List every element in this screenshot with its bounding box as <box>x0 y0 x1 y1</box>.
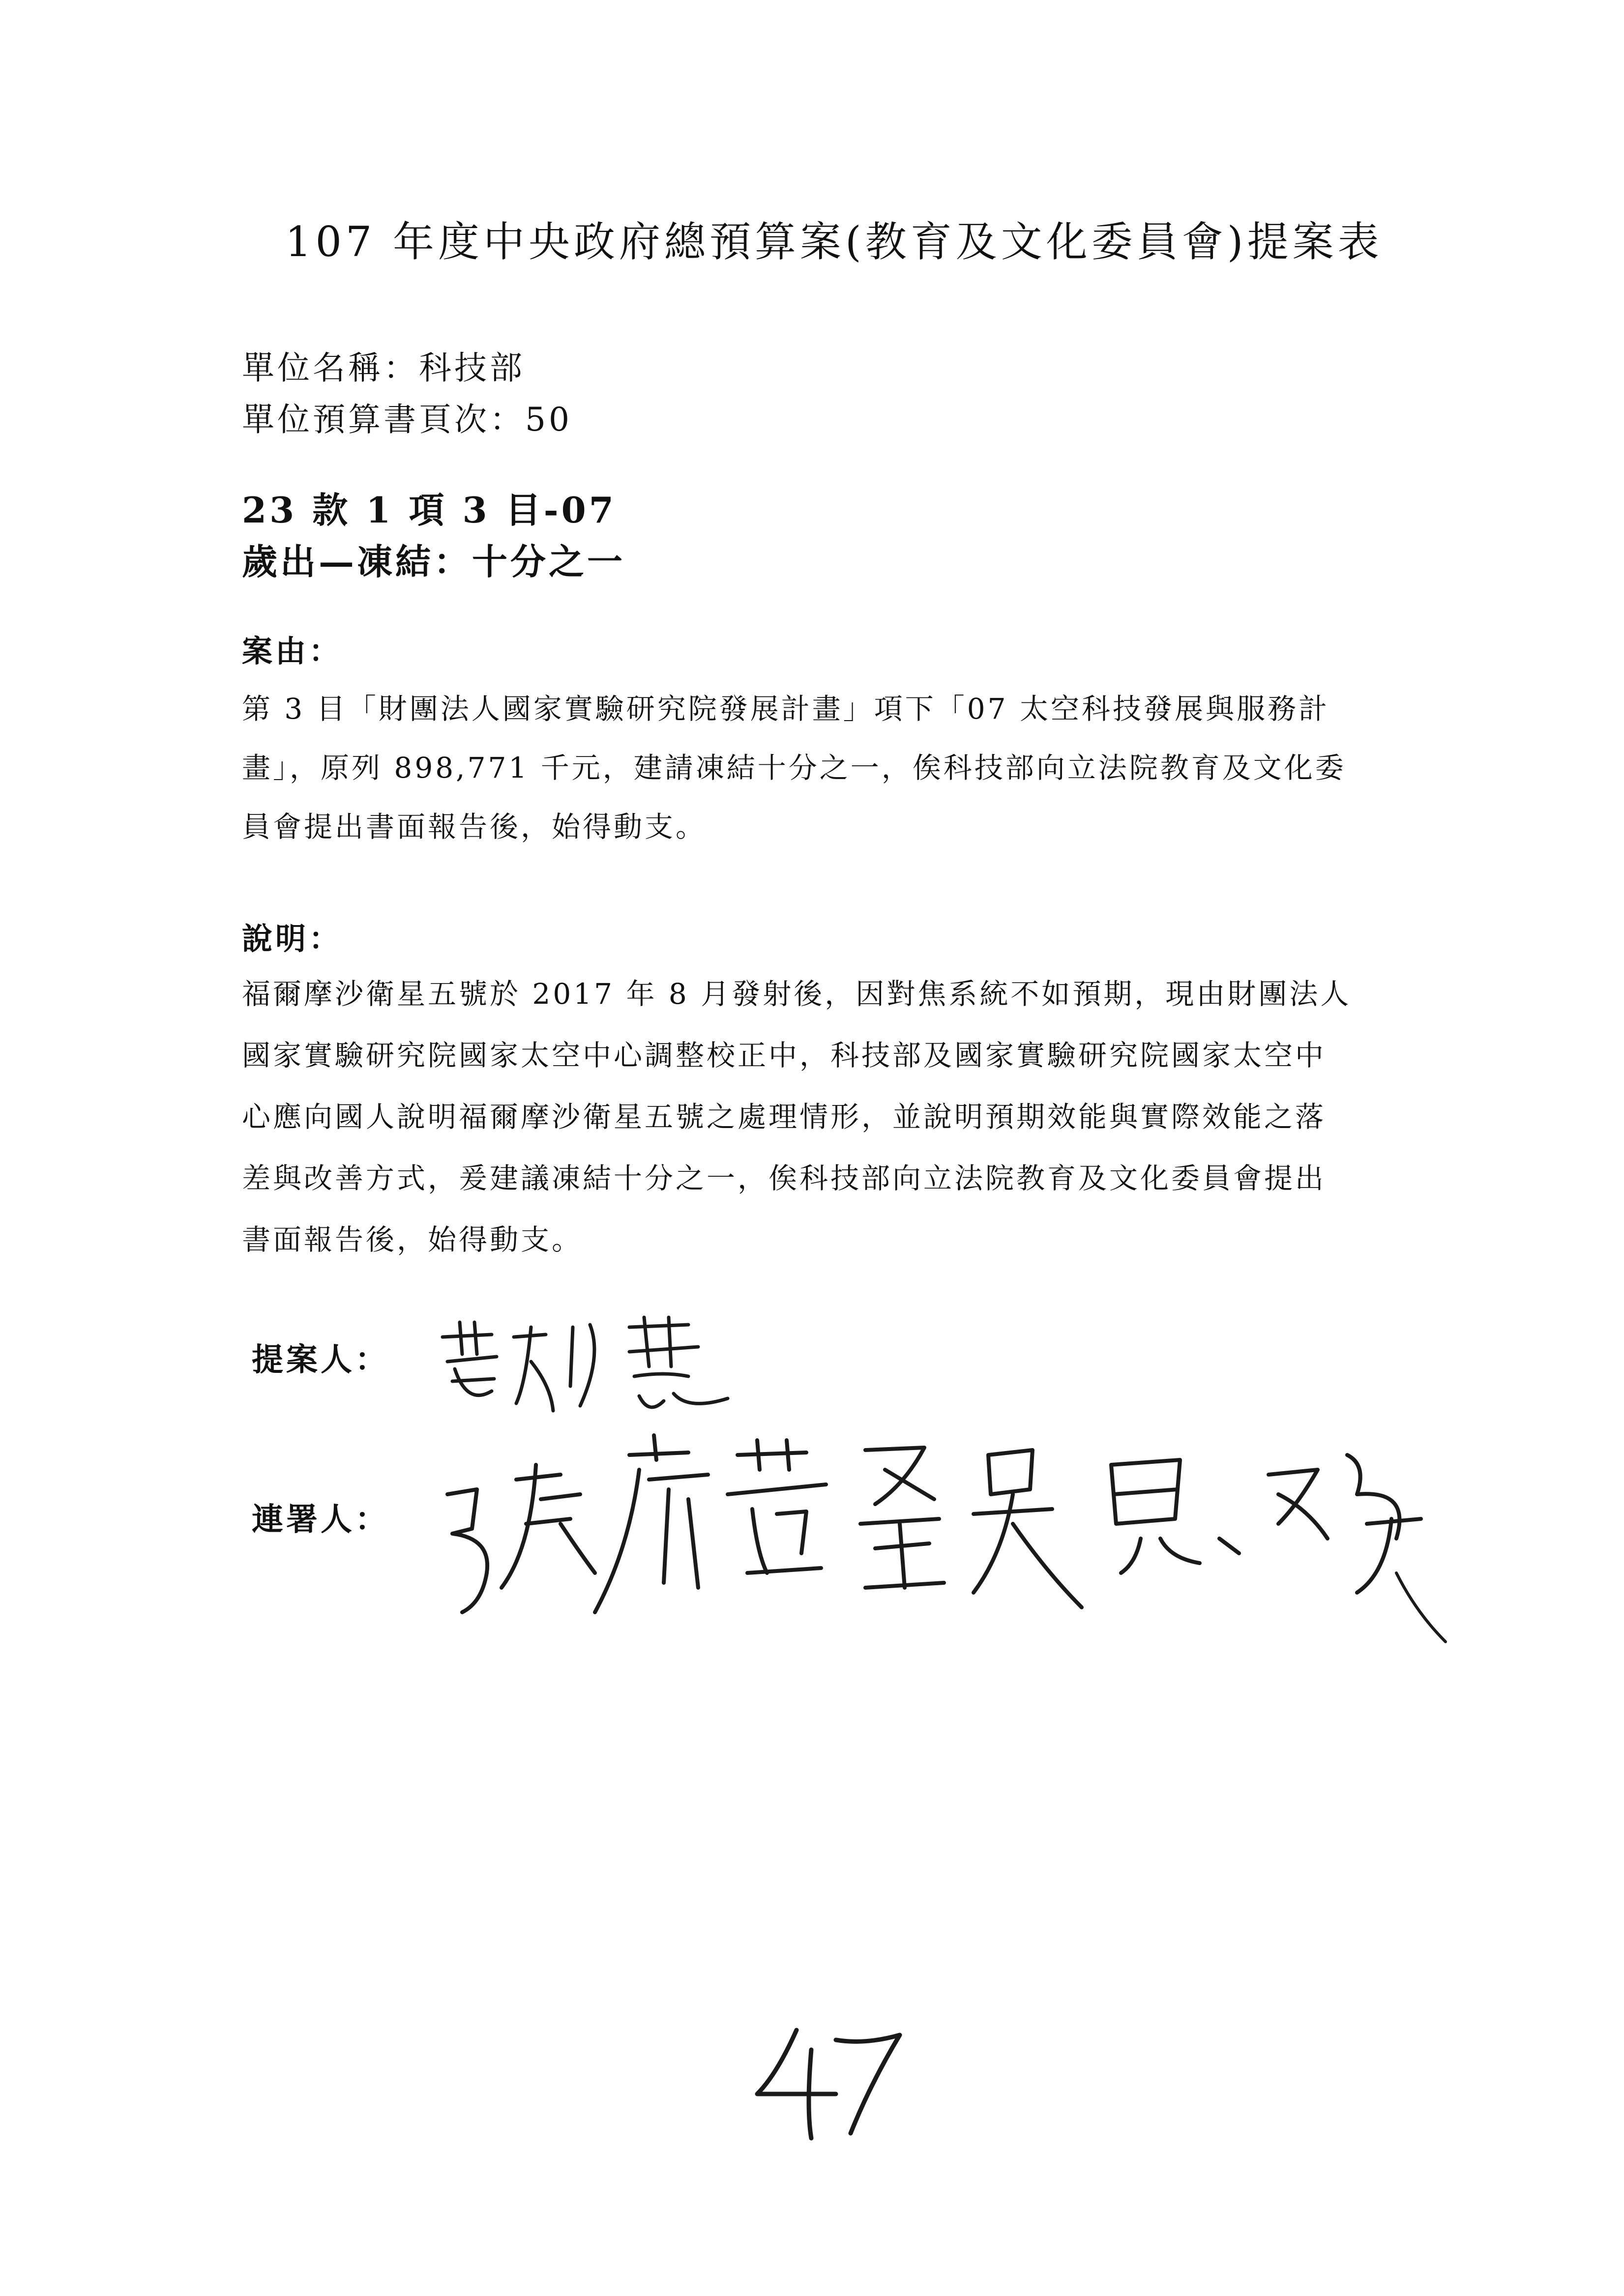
explanation-line: 書面報告後，始得動支。 <box>242 1223 583 1256</box>
unit-budget-page: 單位預算書頁次：50 <box>242 401 572 438</box>
cosigner-handwritten-signature <box>433 1425 1490 1701</box>
reason-heading: 案由： <box>242 633 343 669</box>
unit-name: 單位名稱：科技部 <box>242 349 525 387</box>
reason-line: 第 3 目「財團法人國家實驗研究院發展計畫」項下「07 太空科技發展與服務計 <box>242 692 1330 726</box>
budget-action-line: 歲出—凍結：十分之一 <box>242 541 626 582</box>
proposer-label: 提案人： <box>252 1341 389 1378</box>
reason-line: 員會提出書面報告後，始得動支。 <box>242 810 707 843</box>
explanation-line: 福爾摩沙衛星五號於 2017 年 8 月發射後，因對焦系統不如預期，現由財團法人 <box>242 977 1352 1011</box>
proposer-handwritten-signature <box>433 1308 747 1425</box>
reason-line: 畫」，原列 898,771 千元，建請凍結十分之一，俟科技部向立法院教育及文化委 <box>242 751 1346 785</box>
budget-code-line: 23 款 1 項 3 目-07 <box>242 489 617 531</box>
explanation-line: 差與改善方式，爰建議凍結十分之一，俟科技部向立法院教育及文化委員會提出 <box>242 1162 1327 1195</box>
explanation-line: 心應向國人說明福爾摩沙衛星五號之處理情形，並說明預期效能與實際效能之落 <box>242 1100 1327 1133</box>
document-title: 107 年度中央政府總預算案(教育及文化委員會)提案表 <box>285 218 1383 266</box>
handwritten-page-number <box>738 2020 924 2148</box>
cosigner-label: 連署人： <box>252 1501 389 1538</box>
explanation-line: 國家實驗研究院國家太空中心調整校正中，科技部及國家實驗研究院國家太空中 <box>242 1039 1327 1072</box>
explanation-heading: 說明： <box>242 921 343 957</box>
